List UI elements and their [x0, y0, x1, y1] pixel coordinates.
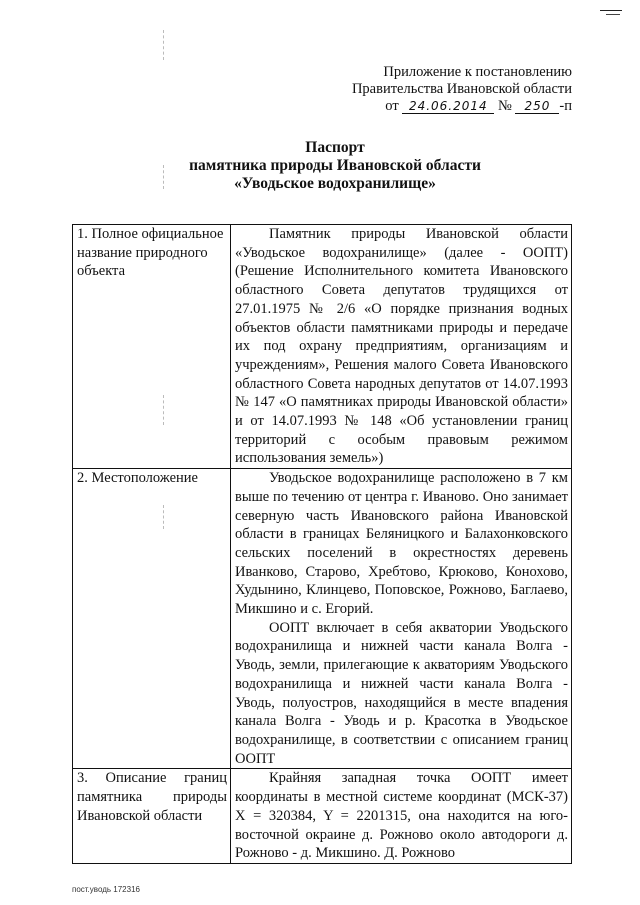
row-paragraph: Крайняя западная точка ООПТ имеет координаты в местной системе координат (МСК-37) X = 320384, Y = 2201315, она находится на юго-восточной окраине д. Рожново около автодороги д. Рожново - д. Микшино. Д. Рожново: [235, 770, 568, 862]
fold-mark: [163, 30, 164, 60]
row-value: [231, 469, 572, 769]
row-paragraph: Уводьское водохранилище расположено в 7 км выше по течению от центра г. Иваново. Оно занимает северную часть Ивановского района Ивановской области в границах Беляницкого и Балахонковского сельских поселений в окрестностях деревень Иванково, Старово, Хребтово, Крюково, Конохово, Худынино, Клинцево, Поповское, Рожново, Баглаево, Микшино и с. Егорий.: [235, 470, 568, 618]
from-label: от: [385, 98, 399, 114]
title-line-3: «Уводьское водохранилище»: [234, 175, 436, 192]
approval-line-2: Правительства Ивановской области: [351, 81, 572, 97]
title-line-2: памятника природы Ивановской области: [189, 157, 481, 174]
title-line-1: Паспорт: [305, 139, 365, 156]
row-label: 2. Местоположение: [73, 469, 231, 769]
corner-mark-2: [606, 14, 620, 15]
row-paragraph: Памятник природы Ивановской области «Уводьское водохранилище» (далее - ООПТ) (Решение Исполнительного комитета Ивановского областного Совета депутатов трудящихся от 27.01.1975 № 2/6 «О порядке признания водных объектов области памятниками природы и передаче их под охрану предприятиям, организациям и учреждениям», Решения малого Совета Ивановского областного Совета народных депутатов от 14.07.1993 № 147 «О памятниках природы Ивановской области» и от 14.07.1993 № 148 «Об установлении границ территорий с особым правовым режимом использования земель»): [235, 226, 568, 467]
table-row: [73, 469, 572, 769]
number-label: №: [497, 98, 512, 114]
approval-block: [282, 64, 572, 115]
row-value: [231, 225, 572, 469]
row-paragraph: ООПТ включает в себя акватории Уводьского водохранилища и нижней части канала Волга - Уводь, земли, прилегающие к акваториям Уводьского водохранилища и нижней части канала Волга - Уводь, полуостров, находящийся в месте впадения канала Волга - Уводь и р. Красотка в Уводьское водохранилище, в соответствии с описанием границ ООПТ: [235, 619, 568, 767]
corner-mark: [600, 10, 622, 11]
row-label: 1. Полное официальное название природного объекта: [73, 225, 231, 469]
approval-line-3: [282, 98, 572, 115]
footer-filename: пост.уводь 172316: [72, 885, 140, 894]
document-title: [120, 139, 550, 193]
decree-date: 24.06.2014: [402, 99, 494, 114]
approval-line-1: Приложение к постановлению: [383, 64, 572, 80]
decree-number: 250: [515, 99, 559, 114]
row-value: [231, 769, 572, 864]
passport-table: [72, 224, 572, 864]
table-row: [73, 769, 572, 864]
row-label: 3. Описание границ памятника природы Ивановской области: [73, 769, 231, 864]
table-row: [73, 225, 572, 469]
number-suffix: -п: [559, 98, 572, 114]
